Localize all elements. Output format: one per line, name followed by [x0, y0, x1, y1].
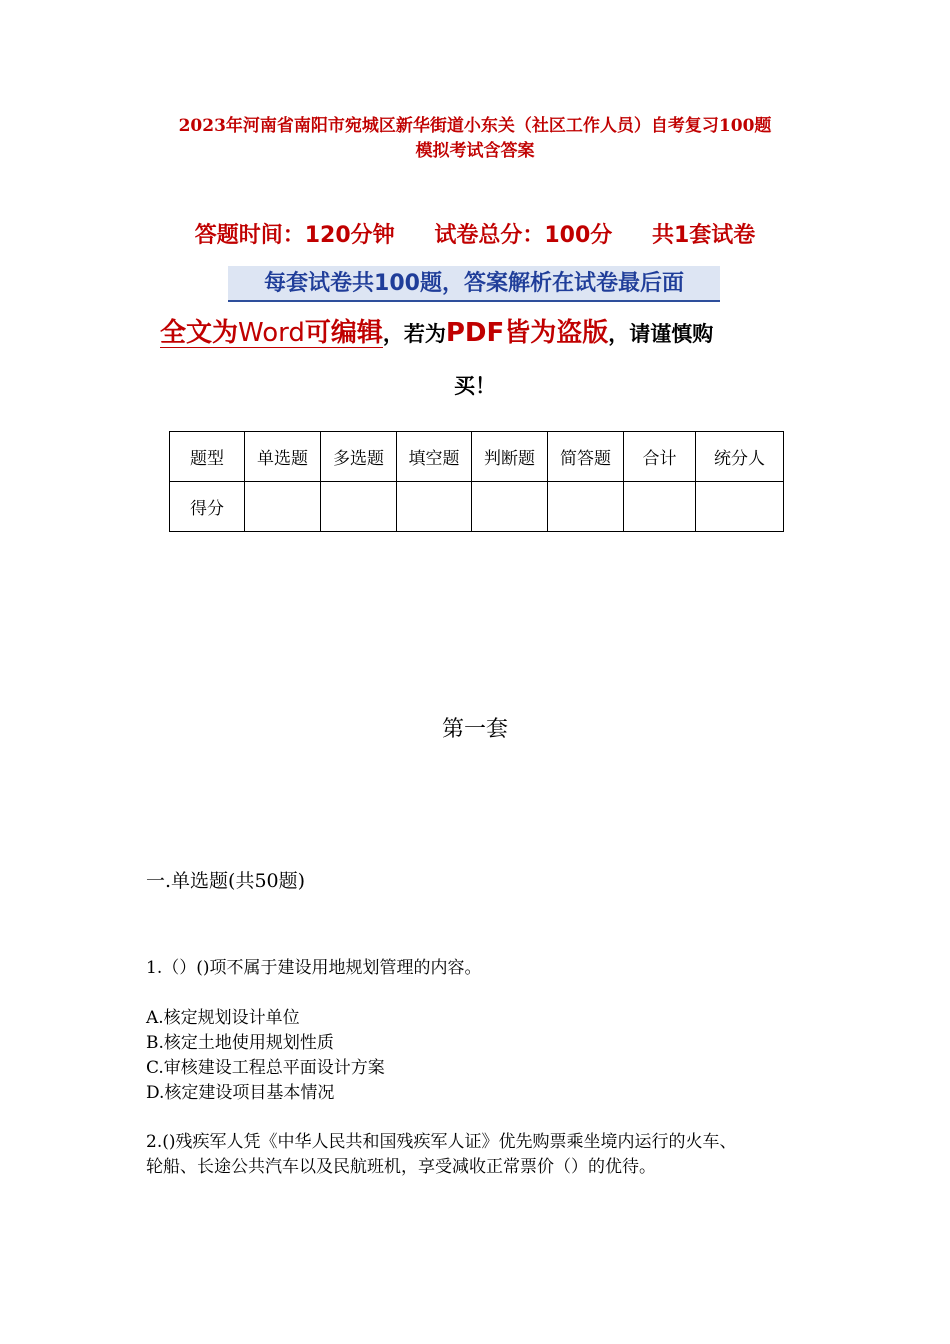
question-2-stem	[146, 1130, 736, 1180]
question-2-line-1: 2.()残疾军人凭《中华人民共和国残疾军人证》优先购票乘坐境内运行的火车、	[146, 1132, 737, 1152]
exam-info	[0, 218, 950, 249]
answer-notice: 每套试卷共100题，答案解析在试卷最后面	[228, 266, 720, 302]
warning-part-3: 可编辑	[304, 318, 383, 348]
warning-line-2: 买！	[454, 374, 496, 398]
score-cell	[624, 482, 696, 532]
warning-part-2: Word	[238, 318, 305, 348]
question-2-line-2: 轮船、长途公共汽车以及民航班机，享受减收正常票价（）的优待。	[146, 1157, 656, 1177]
title-line-2: 模拟考试含答案	[415, 141, 535, 161]
exam-total-score: 试卷总分：100分	[434, 223, 613, 248]
table-header-cell: 合计	[624, 432, 696, 482]
option-c: C.审核建设工程总平面设计方案	[146, 1058, 385, 1078]
warning-part-4: ，若为	[382, 322, 446, 346]
warning-part-5: PDF皆为盗版	[445, 318, 609, 348]
score-cell	[472, 482, 548, 532]
document-title	[130, 114, 820, 164]
score-cell	[397, 482, 472, 532]
score-cell	[696, 482, 784, 532]
score-cell	[548, 482, 624, 532]
table-header-cell: 题型	[170, 432, 245, 482]
option-a: A.核定规划设计单位	[146, 1008, 300, 1028]
title-line-1: 2023年河南省南阳市宛城区新华街道小东关（社区工作人员）自考复习100题	[178, 116, 772, 136]
table-header-cell: 统分人	[696, 432, 784, 482]
warning-part-6: ，请谨慎购	[608, 322, 714, 346]
set-title: 第一套	[441, 717, 508, 742]
score-table-header-row	[170, 432, 784, 482]
table-header-cell: 单选题	[245, 432, 321, 482]
option-b: B.核定土地使用规划性质	[146, 1033, 334, 1053]
warning-part-1: 全文为	[160, 318, 239, 348]
score-table	[169, 431, 784, 532]
score-table-score-row	[170, 482, 784, 532]
table-header-cell: 判断题	[472, 432, 548, 482]
exam-set-count: 共1套试卷	[651, 223, 756, 248]
option-d: D.核定建设项目基本情况	[146, 1083, 335, 1103]
section-title: 一.单选题(共50题)	[146, 870, 306, 892]
exam-time: 答题时间：120分钟	[194, 223, 395, 248]
score-cell	[321, 482, 397, 532]
table-header-cell: 简答题	[548, 432, 624, 482]
score-cell	[245, 482, 321, 532]
table-header-cell: 填空题	[397, 432, 472, 482]
question-1-options	[146, 1006, 385, 1106]
piracy-warning	[160, 312, 810, 349]
score-row-label: 得分	[170, 482, 245, 532]
table-header-cell: 多选题	[321, 432, 397, 482]
question-1-stem: 1.（）()项不属于建设用地规划管理的内容。	[146, 958, 482, 978]
